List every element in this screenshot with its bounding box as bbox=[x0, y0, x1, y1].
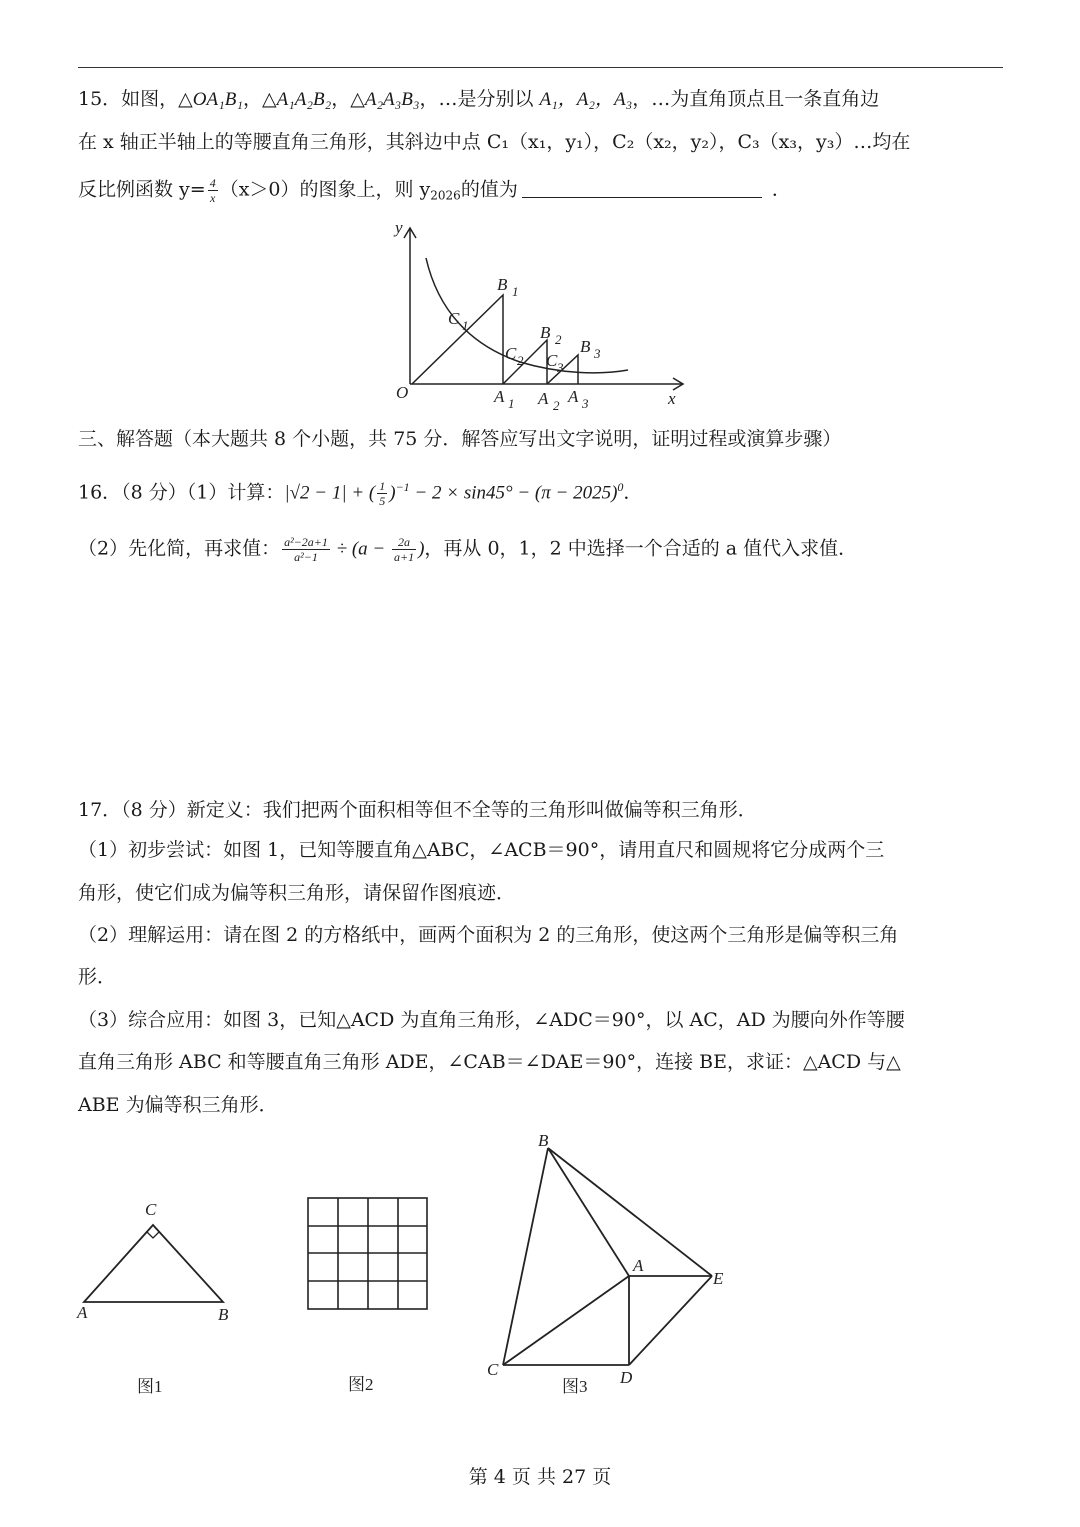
q15-graph bbox=[385, 215, 695, 415]
svg-text:2: 2 bbox=[555, 332, 562, 347]
segment-BC bbox=[503, 1148, 548, 1365]
svg-text:2: 2 bbox=[553, 398, 560, 413]
figure-1 bbox=[70, 1195, 250, 1405]
label-C1: C bbox=[448, 309, 460, 328]
right-angle-mark bbox=[147, 1232, 159, 1238]
fig3-label-A: A bbox=[633, 1256, 644, 1275]
svg-text:3: 3 bbox=[557, 360, 564, 375]
q15-answer-blank[interactable] bbox=[522, 179, 762, 198]
figure-2[interactable] bbox=[300, 1190, 440, 1400]
q17-line7: 直角三角形 ABC 和等腰直角三角形 ADE，∠CAB＝∠DAE＝90°，连接 BE，求证：△ACD 与△ bbox=[78, 1051, 901, 1073]
triangle-abc bbox=[84, 1225, 223, 1302]
label-O: O bbox=[396, 383, 409, 402]
label-B2: B bbox=[540, 323, 551, 342]
svg-text:2: 2 bbox=[517, 353, 524, 368]
segment-CA bbox=[503, 1276, 629, 1365]
fig1-label-C: C bbox=[145, 1200, 157, 1219]
header-rule bbox=[78, 67, 1003, 68]
q15-fraction: $\frac{4}{x}$ bbox=[209, 176, 216, 205]
fig3-label-D: D bbox=[620, 1368, 633, 1387]
q16-frac-1-5: $\frac{1}{5}$ bbox=[379, 478, 386, 508]
svg-text:1: 1 bbox=[462, 318, 469, 333]
q15-line2: 在 x 轴正半轴上的等腰直角三角形，其斜边中点 C₁（x₁，y₁），C₂（x₂，y₂），C₃（x₃，y₃）…均在 bbox=[78, 131, 911, 153]
fig3-label-E: E bbox=[713, 1269, 724, 1288]
label-x: x bbox=[668, 389, 676, 408]
label-B1: B bbox=[497, 275, 508, 294]
q16-part1: 16．（8 分）（1）计算：|√2 − 1| + ( $\frac{1}{5}$ )$^{-1} - 2 \times \sin 45^\circ - (\pi - 2025)^0$． bbox=[78, 478, 643, 508]
figure-3 bbox=[480, 1125, 740, 1405]
q16-frac-expr: $\frac{\text{a²−2a+1}}{\text{a²−1}}$ bbox=[284, 535, 328, 564]
fig1-label-B: B bbox=[218, 1305, 229, 1324]
q16-frac-2a: $\frac{2a}{a+1}$ bbox=[393, 535, 415, 564]
q17-line4: （2）理解运用：请在图 2 的方格纸中，画两个面积为 2 的三角形，使这两个三角形是偏等积三角 bbox=[78, 924, 899, 946]
svg-text:1: 1 bbox=[512, 284, 519, 299]
q17-line1: 17．（8 分）新定义：我们把两个面积相等但不全等的三角形叫做偏等积三角形． bbox=[78, 799, 757, 821]
fig3-label-C: C bbox=[487, 1360, 499, 1379]
q17-line2: （1）初步尝试：如图 1，已知等腰直角△ABC，∠ACB＝90°，请用直尺和圆规将它分成两个三 bbox=[78, 839, 885, 861]
q17-line3: 角形，使它们成为偏等积三角形，请保留作图痕迹． bbox=[78, 882, 516, 904]
svg-text:1: 1 bbox=[508, 396, 515, 411]
fig2-caption: 图2 bbox=[348, 1375, 374, 1394]
svg-text:3: 3 bbox=[594, 346, 601, 361]
q16-part2: （2）先化简，再求值： $\frac{\text{a²−2a+1}}{\text{a²−1}}$ ÷ (a − $\frac{2a}{a+1}$ )，再从 0，1，2 中选择一个合适的 a 值代入求值． bbox=[78, 535, 858, 564]
section3-heading: 三、解答题（本大题共 8 个小题，共 75 分．解答应写出文字说明，证明过程或演算步骤） bbox=[78, 428, 842, 450]
segment-DE bbox=[629, 1276, 712, 1365]
q17-line6: （3）综合应用：如图 3，已知△ACD 为直角三角形，∠ADC＝90°，以 AC，AD 为腰向外作等腰 bbox=[78, 1009, 905, 1031]
label-y: y bbox=[395, 218, 403, 237]
label-B3: B bbox=[580, 337, 591, 356]
q15-line1: 15．如图，△OA₁B₁，△A₁A₂B₂，△A₂A₃B₃，…是分别以 A₁，A₂，A₃，…为直角顶点且一条直角边 bbox=[78, 88, 880, 110]
label-A3: A bbox=[568, 387, 579, 406]
fig3-caption: 图3 bbox=[562, 1377, 588, 1396]
label-C3: C bbox=[546, 351, 558, 370]
fig1-label-A: A bbox=[77, 1303, 88, 1322]
fig1-caption: 图1 bbox=[137, 1377, 163, 1396]
segment-BE bbox=[548, 1148, 712, 1276]
label-A1: A bbox=[494, 387, 505, 406]
label-A2: A bbox=[538, 389, 549, 408]
q17-line5: 形． bbox=[78, 966, 117, 988]
fig3-label-B: B bbox=[538, 1131, 549, 1150]
page-footer: 第 4 页 共 27 页 bbox=[468, 1466, 612, 1488]
svg-text:3: 3 bbox=[582, 396, 589, 411]
label-C2: C bbox=[505, 344, 517, 363]
q15-line3: 反比例函数 y= $\frac{4}{x}$ （x＞0）的图象上，则 $y_{2026}$的值为 ． bbox=[78, 176, 791, 205]
q17-line8: ABE 为偏等积三角形． bbox=[78, 1094, 278, 1116]
segment-BA bbox=[548, 1148, 629, 1276]
